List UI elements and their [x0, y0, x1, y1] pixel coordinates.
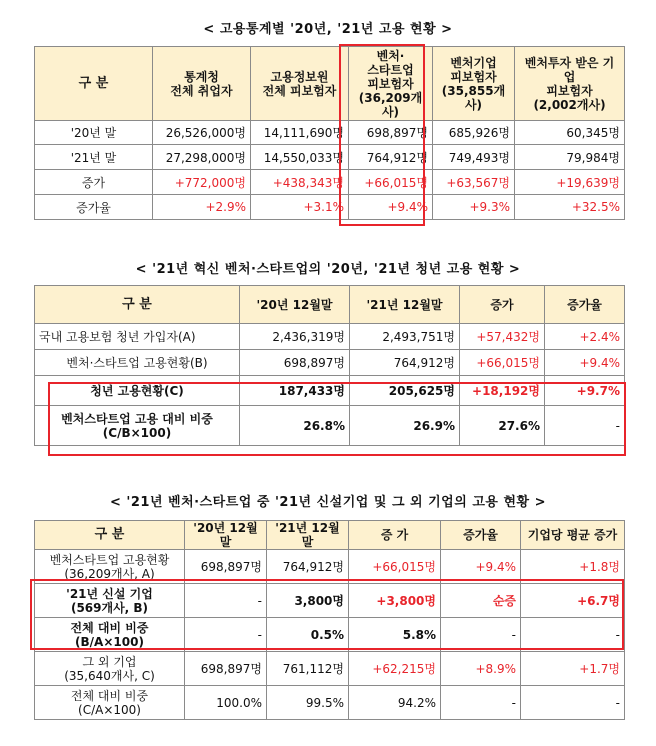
- t1-cell: 698,897명: [349, 121, 433, 145]
- t3-row-label: 벤처스타트업 고용현황 (36,209개사, A): [35, 550, 185, 584]
- t1-cell: +2.9%: [153, 195, 251, 220]
- t2-cell: +9.4%: [545, 350, 625, 376]
- table3: [34, 520, 625, 720]
- t2-cell: 2,436,319명: [240, 324, 350, 350]
- t1-row-label: '21년 말: [35, 145, 153, 170]
- t2-cell: -: [545, 406, 625, 446]
- t3-header-2020: '20년 12월말: [185, 521, 267, 550]
- t3-cell: +3,800명: [349, 584, 441, 618]
- t2-cell: +2.4%: [545, 324, 625, 350]
- t2-cell: 26.9%: [350, 406, 460, 446]
- table-row: [35, 145, 625, 170]
- t3-cell: -: [441, 618, 521, 652]
- t3-cell: +9.4%: [441, 550, 521, 584]
- t3-header-increase: 증 가: [349, 521, 441, 550]
- t2-header-increase: 증가: [460, 286, 545, 324]
- t3-cell: 3,800명: [267, 584, 349, 618]
- table-row: [35, 406, 625, 446]
- t1-cell: +66,015명: [349, 170, 433, 195]
- table-row: [35, 618, 625, 652]
- t1-cell: 27,298,000명: [153, 145, 251, 170]
- t3-cell: +6.7명: [521, 584, 625, 618]
- t3-cell: 0.5%: [267, 618, 349, 652]
- t3-cell: +1.8명: [521, 550, 625, 584]
- t1-cell: 14,550,033명: [251, 145, 349, 170]
- t3-header-rate: 증가율: [441, 521, 521, 550]
- table-row: [35, 584, 625, 618]
- t3-cell: -: [185, 584, 267, 618]
- table-row: [35, 686, 625, 720]
- t3-cell: 764,912명: [267, 550, 349, 584]
- t1-cell: 26,526,000명: [153, 121, 251, 145]
- t1-header-category: 구 분: [35, 47, 153, 121]
- t3-row-label: '21년 신설 기업 (569개사, B): [35, 584, 185, 618]
- t1-cell: +19,639명: [515, 170, 625, 195]
- t1-header-vc-backed: 벤처투자 받은 기업 피보험자 (2,002개사): [515, 47, 625, 121]
- table-row: [35, 170, 625, 195]
- t3-cell: 5.8%: [349, 618, 441, 652]
- t1-cell: +772,000명: [153, 170, 251, 195]
- t2-row-label: 청년 고용현황(C): [35, 376, 240, 406]
- t1-cell: +9.3%: [433, 195, 515, 220]
- t1-header-total-insured: 고용정보원 전체 피보험자: [251, 47, 349, 121]
- t3-cell: 698,897명: [185, 652, 267, 686]
- t3-cell: -: [185, 618, 267, 652]
- t2-header-2020: '20년 12월말: [240, 286, 350, 324]
- t3-header-2021: '21년 12월말: [267, 521, 349, 550]
- t1-row-label: 증가율: [35, 195, 153, 220]
- t3-cell: +1.7명: [521, 652, 625, 686]
- t3-cell: +62,215명: [349, 652, 441, 686]
- table-row: [35, 376, 625, 406]
- table-row: [35, 121, 625, 145]
- t3-cell: 698,897명: [185, 550, 267, 584]
- t2-cell: +57,432명: [460, 324, 545, 350]
- table1: [34, 46, 625, 220]
- table-row: [35, 652, 625, 686]
- t2-row-label: 국내 고용보험 청년 가입자(A): [35, 324, 240, 350]
- t2-cell: 27.6%: [460, 406, 545, 446]
- t3-cell: +66,015명: [349, 550, 441, 584]
- t2-cell: +9.7%: [545, 376, 625, 406]
- t3-cell: 100.0%: [185, 686, 267, 720]
- t3-header-category: 구 분: [35, 521, 185, 550]
- t3-cell: -: [521, 686, 625, 720]
- table1-title: < 고용통계별 '20년, '21년 고용 현황 >: [203, 22, 453, 37]
- table-row: [35, 324, 625, 350]
- t3-header-avg-increase: 기업당 평균 증가: [521, 521, 625, 550]
- table2: [34, 285, 625, 446]
- t2-cell: 26.8%: [240, 406, 350, 446]
- t1-row-label: '20년 말: [35, 121, 153, 145]
- t1-cell: +63,567명: [433, 170, 515, 195]
- t1-cell: +3.1%: [251, 195, 349, 220]
- t1-cell: +32.5%: [515, 195, 625, 220]
- t2-row-label: 벤처스타트업 고용 대비 비중 (C/B×100): [35, 406, 240, 446]
- t3-row-label: 그 외 기업 (35,640개사, C): [35, 652, 185, 686]
- t1-cell: 79,984명: [515, 145, 625, 170]
- t3-cell: 99.5%: [267, 686, 349, 720]
- t1-cell: 14,111,690명: [251, 121, 349, 145]
- t1-cell: +438,343명: [251, 170, 349, 195]
- t3-cell: 순증: [441, 584, 521, 618]
- t3-row-label: 전체 대비 비중 (B/A×100): [35, 618, 185, 652]
- t3-cell: 94.2%: [349, 686, 441, 720]
- table-row: [35, 350, 625, 376]
- t2-cell: +18,192명: [460, 376, 545, 406]
- t1-cell: 685,926명: [433, 121, 515, 145]
- t1-cell: +9.4%: [349, 195, 433, 220]
- t2-cell: 698,897명: [240, 350, 350, 376]
- t3-cell: +8.9%: [441, 652, 521, 686]
- t2-cell: 205,625명: [350, 376, 460, 406]
- t2-cell: 2,493,751명: [350, 324, 460, 350]
- t3-cell: 761,112명: [267, 652, 349, 686]
- t2-header-rate: 증가율: [545, 286, 625, 324]
- t2-cell: 764,912명: [350, 350, 460, 376]
- t1-row-label: 증가: [35, 170, 153, 195]
- t1-cell: 60,345명: [515, 121, 625, 145]
- t1-cell: 764,912명: [349, 145, 433, 170]
- t1-header-total-employed: 통계청 전체 취업자: [153, 47, 251, 121]
- t1-header-venture-startup: 벤처· 스타트업 피보험자 (36,209개사): [349, 47, 433, 121]
- t3-row-label: 전체 대비 비중 (C/A×100): [35, 686, 185, 720]
- t3-cell: -: [521, 618, 625, 652]
- t1-header-venture-firm: 벤처기업 피보험자 (35,855개사): [433, 47, 515, 121]
- t2-row-label: 벤처·스타트업 고용현황(B): [35, 350, 240, 376]
- table-row: [35, 195, 625, 220]
- t2-header-2021: '21년 12월말: [350, 286, 460, 324]
- t2-cell: +66,015명: [460, 350, 545, 376]
- t1-cell: 749,493명: [433, 145, 515, 170]
- t2-cell: 187,433명: [240, 376, 350, 406]
- t2-header-category: 구 분: [35, 286, 240, 324]
- t3-cell: -: [441, 686, 521, 720]
- table3-title: < '21년 벤처·스타트업 중 '21년 신설기업 및 그 외 기업의 고용 현황 >: [109, 495, 546, 510]
- table-row: [35, 550, 625, 584]
- table2-title: < '21년 혁신 벤처·스타트업의 '20년, '21년 청년 고용 현황 >: [135, 262, 521, 277]
